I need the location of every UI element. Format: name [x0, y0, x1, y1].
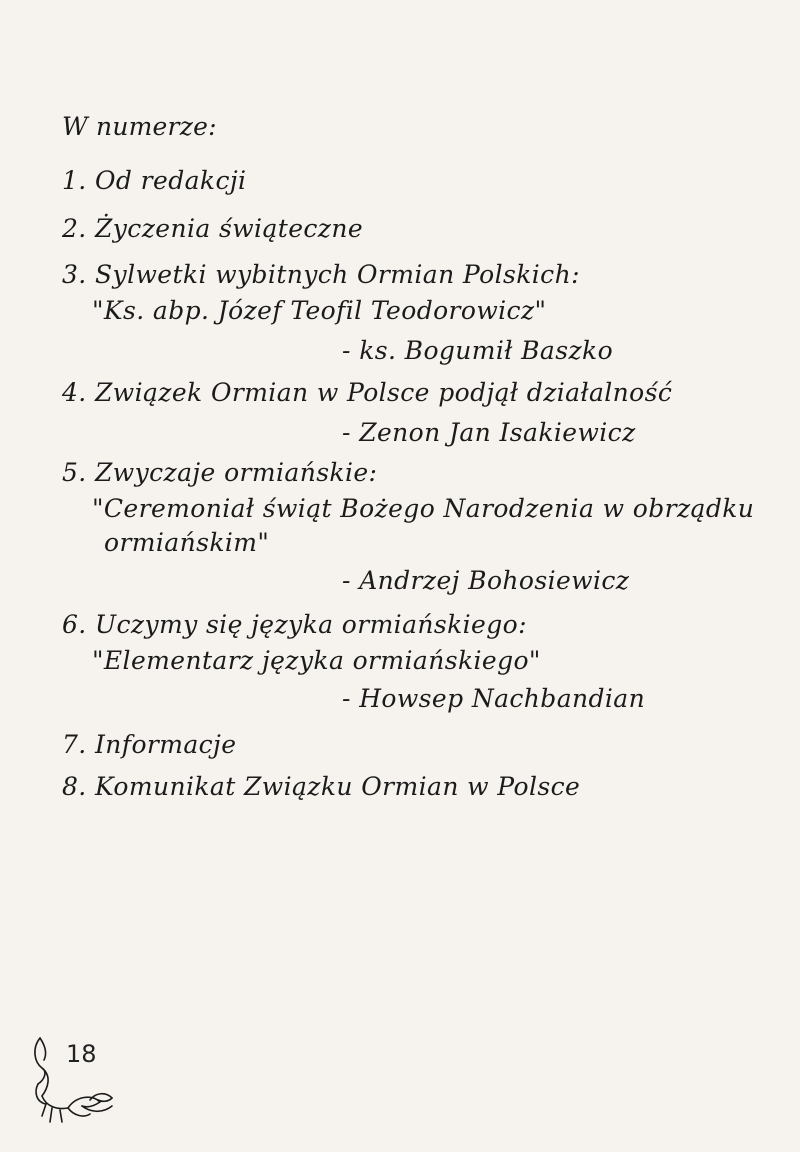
toc-item-3 — [62, 260, 580, 289]
toc-item-6-author: - Howsep Nachbandian — [342, 684, 646, 713]
toc-item-5-subtitle: "Ceremoniał świąt Bożego Narodzenia w obrządku — [92, 494, 755, 523]
toc-item-2 — [62, 214, 363, 243]
toc-item-number: 8. — [62, 772, 87, 801]
toc-item-title: Sylwetki wybitnych Ormian Polskich: — [95, 260, 580, 289]
toc-item-number: 2. — [62, 214, 87, 243]
toc-item-title: Informacje — [95, 730, 237, 759]
toc-item-5-author: - Andrzej Bohosiewicz — [342, 566, 630, 595]
toc-item-4-author: - Zenon Jan Isakiewicz — [342, 418, 636, 447]
toc-item-1 — [62, 166, 246, 195]
toc-item-title: Życzenia świąteczne — [95, 214, 364, 243]
toc-item-title: Od redakcji — [95, 166, 247, 195]
toc-item-3-author: - ks. Bogumił Baszko — [342, 336, 614, 365]
toc-item-number: 7. — [62, 730, 87, 759]
toc-item-8 — [62, 772, 580, 801]
toc-item-6 — [62, 610, 527, 639]
toc-item-title: Związek Ormian w Polsce podjął działalność — [95, 378, 673, 407]
toc-item-5 — [62, 458, 377, 487]
toc-item-number: 1. — [62, 166, 87, 195]
toc-item-title: Zwyczaje ormiańskie: — [95, 458, 378, 487]
toc-item-3-subtitle: "Ks. abp. Józef Teofil Teodorowicz" — [92, 296, 547, 325]
toc-item-title: Uczymy się języka ormiańskiego: — [95, 610, 527, 639]
toc-item-5-subtitle-cont: ormiańskim" — [104, 528, 270, 557]
toc-heading: W numerze: — [62, 112, 217, 141]
toc-item-7 — [62, 730, 236, 759]
toc-item-4 — [62, 378, 672, 407]
toc-item-title: Komunikat Związku Ormian w Polsce — [95, 772, 581, 801]
toc-item-number: 5. — [62, 458, 87, 487]
toc-item-number: 6. — [62, 610, 87, 639]
page-number: 18 — [66, 1040, 97, 1068]
toc-item-number: 4. — [62, 378, 87, 407]
toc-item-6-subtitle: "Elementarz języka ormiańskiego" — [92, 646, 541, 675]
toc-item-number: 3. — [62, 260, 87, 289]
